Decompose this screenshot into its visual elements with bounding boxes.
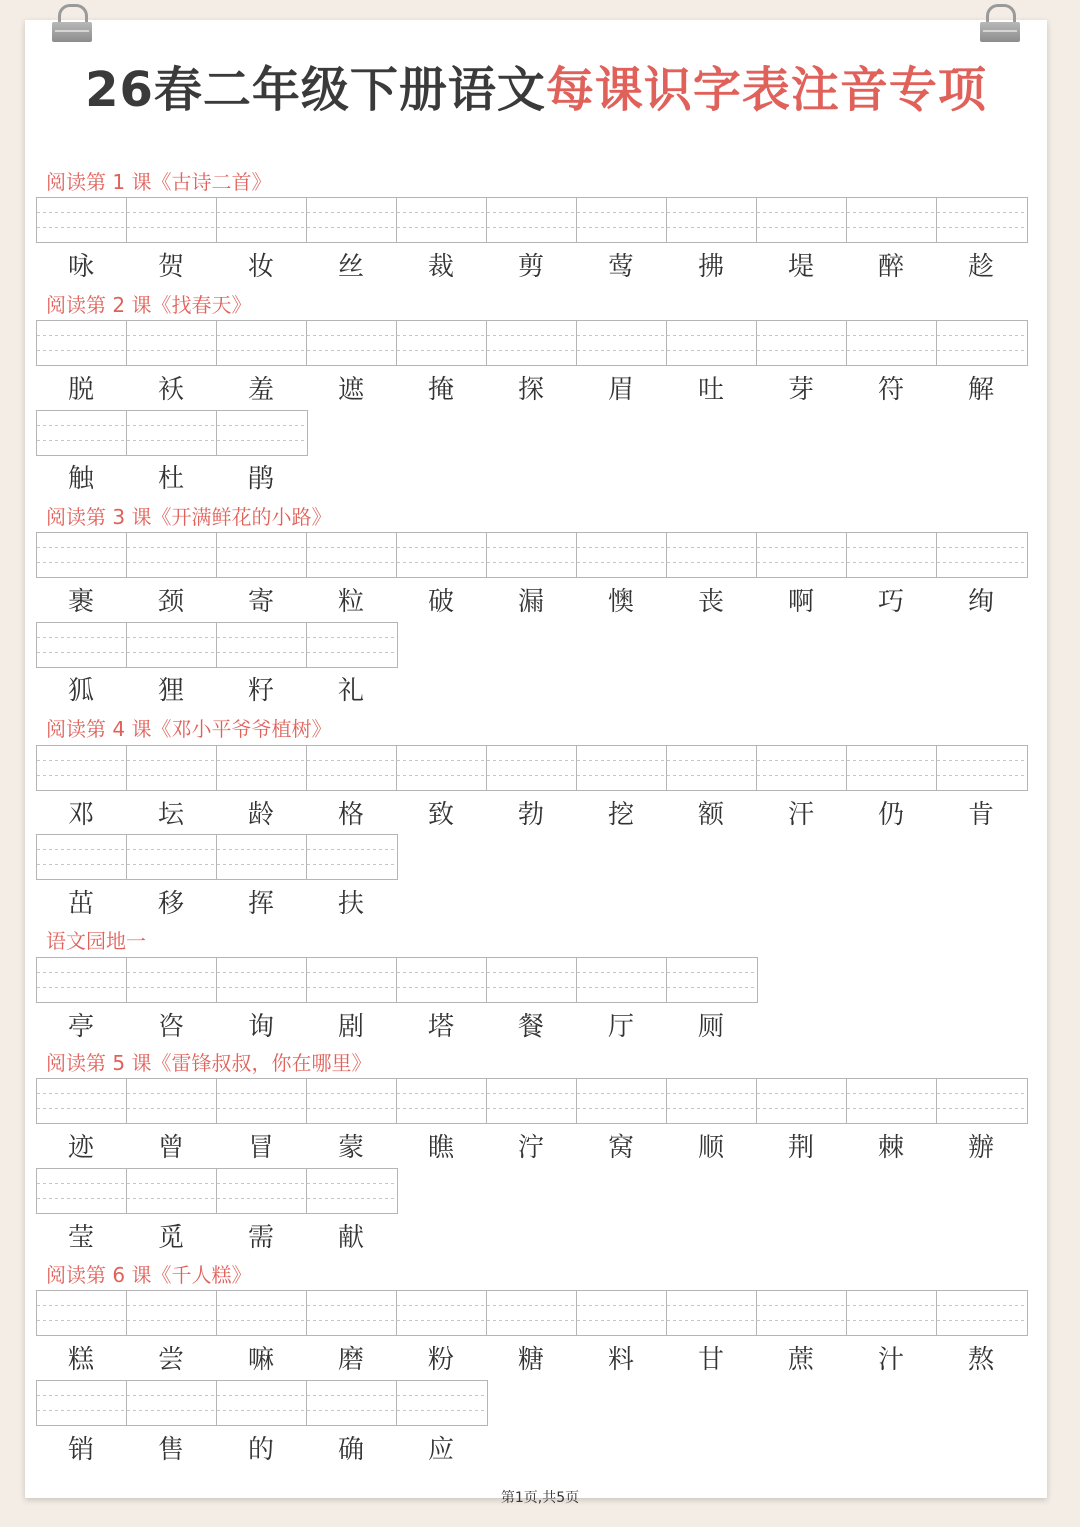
pinyin-write-box[interactable]: [487, 1079, 577, 1123]
pinyin-grid-row: [36, 1290, 1028, 1336]
pinyin-write-box[interactable]: [307, 835, 397, 879]
character-row: [36, 673, 396, 709]
pinyin-write-box[interactable]: [217, 1381, 307, 1425]
character-row: [36, 797, 1026, 833]
hanzi-character: 糕: [67, 1345, 94, 1375]
hanzi-character: 裁: [427, 252, 454, 282]
hanzi-character: 啊: [787, 587, 814, 617]
pinyin-write-box[interactable]: [577, 746, 667, 790]
pinyin-write-box[interactable]: [667, 321, 757, 365]
pinyin-write-box[interactable]: [307, 533, 397, 577]
hanzi-character: 茁: [67, 889, 94, 919]
character-row: [36, 1342, 1026, 1378]
pinyin-write-box[interactable]: [397, 1381, 487, 1425]
hanzi-character: 丝: [337, 252, 364, 282]
hanzi-character: 探: [517, 375, 544, 405]
binder-clip-icon: [980, 4, 1020, 42]
hanzi-character: 格: [337, 800, 364, 830]
hanzi-character: 料: [607, 1345, 634, 1375]
pinyin-write-box[interactable]: [667, 533, 757, 577]
pinyin-write-box[interactable]: [577, 321, 667, 365]
hanzi-character: 懊: [607, 587, 634, 617]
pinyin-grid-row: [36, 622, 398, 668]
pinyin-write-box[interactable]: [127, 835, 217, 879]
pinyin-write-box[interactable]: [487, 533, 577, 577]
pinyin-write-box[interactable]: [217, 1291, 307, 1335]
pinyin-write-box[interactable]: [37, 198, 127, 242]
section-heading: 语文园地一: [46, 929, 146, 953]
pinyin-write-box[interactable]: [847, 321, 937, 365]
pinyin-write-box[interactable]: [937, 198, 1027, 242]
hanzi-character: 籽: [247, 676, 274, 706]
hanzi-character: 礼: [337, 676, 364, 706]
pinyin-grid-row: [36, 532, 1028, 578]
pinyin-write-box[interactable]: [217, 958, 307, 1002]
pinyin-write-box[interactable]: [937, 746, 1027, 790]
hanzi-character: 趁: [967, 252, 994, 282]
hanzi-character: 辦: [967, 1133, 994, 1163]
hanzi-character: 眉: [607, 375, 634, 405]
section-heading: 阅读第 6 课《千人糕》: [46, 1263, 252, 1287]
hanzi-character: 甘: [697, 1345, 724, 1375]
pinyin-grid-row: [36, 320, 1028, 366]
hanzi-character: 询: [247, 1012, 274, 1042]
pinyin-write-box[interactable]: [757, 1079, 847, 1123]
pinyin-write-box[interactable]: [127, 746, 217, 790]
pinyin-write-box[interactable]: [37, 1169, 127, 1213]
hanzi-character: 棘: [877, 1133, 904, 1163]
pinyin-write-box[interactable]: [397, 533, 487, 577]
pinyin-write-box[interactable]: [217, 321, 307, 365]
hanzi-character: 漏: [517, 587, 544, 617]
hanzi-character: 挖: [607, 800, 634, 830]
hanzi-character: 觅: [157, 1223, 184, 1253]
pinyin-write-box[interactable]: [307, 1169, 397, 1213]
pinyin-write-box[interactable]: [847, 746, 937, 790]
hanzi-character: 剧: [337, 1012, 364, 1042]
hanzi-character: 掩: [427, 375, 454, 405]
hanzi-character: 吐: [697, 375, 724, 405]
hanzi-character: 粉: [427, 1345, 454, 1375]
hanzi-character: 迹: [67, 1133, 94, 1163]
hanzi-character: 献: [337, 1223, 364, 1253]
pinyin-write-box[interactable]: [937, 533, 1027, 577]
hanzi-character: 汁: [877, 1345, 904, 1375]
character-row: [36, 249, 1026, 285]
pinyin-write-box[interactable]: [577, 533, 667, 577]
hanzi-character: 粒: [337, 587, 364, 617]
hanzi-character: 芽: [787, 375, 814, 405]
pinyin-write-box[interactable]: [217, 411, 307, 455]
hanzi-character: 冒: [247, 1133, 274, 1163]
pinyin-write-box[interactable]: [847, 198, 937, 242]
hanzi-character: 确: [337, 1435, 364, 1465]
hanzi-character: 厅: [607, 1012, 634, 1042]
pinyin-write-box[interactable]: [397, 321, 487, 365]
pinyin-write-box[interactable]: [397, 198, 487, 242]
pinyin-write-box[interactable]: [127, 1079, 217, 1123]
pinyin-write-box[interactable]: [127, 1291, 217, 1335]
pinyin-write-box[interactable]: [37, 1291, 127, 1335]
character-row: [36, 372, 1026, 408]
hanzi-character: 汗: [787, 800, 814, 830]
pinyin-write-box[interactable]: [307, 623, 397, 667]
hanzi-character: 绚: [967, 587, 994, 617]
pinyin-grid-row: [36, 1078, 1028, 1124]
hanzi-character: 挥: [247, 889, 274, 919]
pinyin-write-box[interactable]: [487, 1291, 577, 1335]
pinyin-write-box[interactable]: [487, 746, 577, 790]
pinyin-write-box[interactable]: [397, 958, 487, 1002]
character-row: [36, 584, 1026, 620]
hanzi-character: 熬: [967, 1345, 994, 1375]
pinyin-write-box[interactable]: [37, 746, 127, 790]
pinyin-write-box[interactable]: [487, 321, 577, 365]
pinyin-write-box[interactable]: [37, 623, 127, 667]
hanzi-character: 袄: [157, 375, 184, 405]
pinyin-write-box[interactable]: [37, 835, 127, 879]
pinyin-grid-row: [36, 834, 398, 880]
hanzi-character: 贺: [157, 252, 184, 282]
section-heading: 阅读第 3 课《开满鲜花的小路》: [46, 505, 332, 529]
pinyin-write-box[interactable]: [217, 533, 307, 577]
section-heading: 阅读第 4 课《邓小平爷爷植树》: [46, 717, 332, 741]
pinyin-write-box[interactable]: [217, 1169, 307, 1213]
pinyin-write-box[interactable]: [217, 1079, 307, 1123]
character-row: [36, 1130, 1026, 1166]
pinyin-write-box[interactable]: [937, 1291, 1027, 1335]
character-row: [36, 461, 306, 497]
title-main: 26春二年级下册语文: [85, 62, 546, 118]
hanzi-character: 蔗: [787, 1345, 814, 1375]
hanzi-character: 寄: [247, 587, 274, 617]
pinyin-write-box[interactable]: [217, 835, 307, 879]
hanzi-character: 醉: [877, 252, 904, 282]
pinyin-grid-row: [36, 410, 308, 456]
pinyin-write-box[interactable]: [487, 198, 577, 242]
pinyin-write-box[interactable]: [307, 1079, 397, 1123]
hanzi-character: 糖: [517, 1345, 544, 1375]
hanzi-character: 蒙: [337, 1133, 364, 1163]
pinyin-write-box[interactable]: [127, 533, 217, 577]
hanzi-character: 破: [427, 587, 454, 617]
hanzi-character: 触: [67, 464, 94, 494]
page-title: [25, 58, 1047, 122]
hanzi-character: 邓: [67, 800, 94, 830]
pinyin-write-box[interactable]: [127, 1381, 217, 1425]
hanzi-character: 勃: [517, 800, 544, 830]
hanzi-character: 咨: [157, 1012, 184, 1042]
section-heading: 阅读第 1 课《古诗二首》: [46, 170, 272, 194]
pinyin-write-box[interactable]: [307, 321, 397, 365]
pinyin-grid-row: [36, 957, 758, 1003]
pinyin-write-box[interactable]: [667, 958, 757, 1002]
pinyin-grid-row: [36, 745, 1028, 791]
hanzi-character: 颈: [157, 587, 184, 617]
hanzi-character: 餐: [517, 1012, 544, 1042]
hanzi-character: 应: [427, 1435, 454, 1465]
pinyin-write-box[interactable]: [847, 1291, 937, 1335]
hanzi-character: 莺: [607, 252, 634, 282]
hanzi-character: 顺: [697, 1133, 724, 1163]
hanzi-character: 狐: [67, 676, 94, 706]
section-heading: 阅读第 2 课《找春天》: [46, 293, 252, 317]
pinyin-write-box[interactable]: [37, 1381, 127, 1425]
pinyin-write-box[interactable]: [37, 411, 127, 455]
pinyin-write-box[interactable]: [757, 1291, 847, 1335]
pinyin-write-box[interactable]: [127, 958, 217, 1002]
hanzi-character: 狸: [157, 676, 184, 706]
pinyin-write-box[interactable]: [757, 746, 847, 790]
hanzi-character: 额: [697, 800, 724, 830]
hanzi-character: 移: [157, 889, 184, 919]
pinyin-write-box[interactable]: [757, 533, 847, 577]
pinyin-write-box[interactable]: [667, 1079, 757, 1123]
hanzi-character: 丧: [697, 587, 724, 617]
hanzi-character: 羞: [247, 375, 274, 405]
pinyin-write-box[interactable]: [307, 746, 397, 790]
hanzi-character: 需: [247, 1223, 274, 1253]
title-highlight: 每课识字表注音专项: [545, 62, 987, 118]
pinyin-write-box[interactable]: [757, 321, 847, 365]
hanzi-character: 销: [67, 1435, 94, 1465]
pinyin-write-box[interactable]: [937, 1079, 1027, 1123]
hanzi-character: 剪: [517, 252, 544, 282]
hanzi-character: 坛: [157, 800, 184, 830]
hanzi-character: 拂: [697, 252, 724, 282]
pinyin-write-box[interactable]: [667, 198, 757, 242]
hanzi-character: 厕: [697, 1012, 724, 1042]
hanzi-character: 的: [247, 1435, 274, 1465]
hanzi-character: 遮: [337, 375, 364, 405]
hanzi-character: 莹: [67, 1223, 94, 1253]
character-row: [36, 1220, 396, 1256]
pinyin-write-box[interactable]: [127, 321, 217, 365]
hanzi-character: 致: [427, 800, 454, 830]
pinyin-write-box[interactable]: [307, 1291, 397, 1335]
hanzi-character: 曾: [157, 1133, 184, 1163]
pinyin-grid-row: [36, 197, 1028, 243]
pinyin-write-box[interactable]: [127, 1169, 217, 1213]
character-row: [36, 1432, 486, 1468]
hanzi-character: 妆: [247, 252, 274, 282]
pinyin-write-box[interactable]: [937, 321, 1027, 365]
pinyin-write-box[interactable]: [577, 1079, 667, 1123]
pinyin-write-box[interactable]: [217, 746, 307, 790]
section-heading: 阅读第 5 课《雷锋叔叔，你在哪里》: [46, 1051, 372, 1075]
pinyin-write-box[interactable]: [577, 198, 667, 242]
hanzi-character: 售: [157, 1435, 184, 1465]
hanzi-character: 仍: [877, 800, 904, 830]
hanzi-character: 瞧: [427, 1133, 454, 1163]
pinyin-grid-row: [36, 1380, 488, 1426]
hanzi-character: 荆: [787, 1133, 814, 1163]
character-row: [36, 886, 396, 922]
pinyin-write-box[interactable]: [37, 1079, 127, 1123]
hanzi-character: 磨: [337, 1345, 364, 1375]
binder-clip-icon: [52, 4, 92, 42]
pinyin-write-box[interactable]: [127, 623, 217, 667]
hanzi-character: 亭: [67, 1012, 94, 1042]
hanzi-character: 裹: [67, 587, 94, 617]
hanzi-character: 塔: [427, 1012, 454, 1042]
pinyin-write-box[interactable]: [37, 321, 127, 365]
pinyin-write-box[interactable]: [397, 1291, 487, 1335]
pinyin-write-box[interactable]: [307, 958, 397, 1002]
hanzi-character: 龄: [247, 800, 274, 830]
character-row: [36, 1009, 756, 1045]
hanzi-character: 扶: [337, 889, 364, 919]
hanzi-character: 咏: [67, 252, 94, 282]
hanzi-character: 泞: [517, 1133, 544, 1163]
pinyin-write-box[interactable]: [127, 411, 217, 455]
hanzi-character: 窝: [607, 1133, 634, 1163]
hanzi-character: 巧: [877, 587, 904, 617]
hanzi-character: 堤: [787, 252, 814, 282]
pinyin-write-box[interactable]: [577, 1291, 667, 1335]
pinyin-write-box[interactable]: [37, 958, 127, 1002]
hanzi-character: 脱: [67, 375, 94, 405]
pinyin-write-box[interactable]: [307, 1381, 397, 1425]
pinyin-write-box[interactable]: [667, 746, 757, 790]
pinyin-write-box[interactable]: [307, 198, 397, 242]
hanzi-character: 尝: [157, 1345, 184, 1375]
hanzi-character: 嘛: [247, 1345, 274, 1375]
pinyin-write-box[interactable]: [37, 533, 127, 577]
pinyin-write-box[interactable]: [397, 1079, 487, 1123]
hanzi-character: 杜: [157, 464, 184, 494]
pinyin-grid-row: [36, 1168, 398, 1214]
pinyin-write-box[interactable]: [397, 746, 487, 790]
pinyin-write-box[interactable]: [847, 1079, 937, 1123]
hanzi-character: 符: [877, 375, 904, 405]
hanzi-character: 鹃: [247, 464, 274, 494]
hanzi-character: 肯: [967, 800, 994, 830]
pinyin-write-box[interactable]: [217, 623, 307, 667]
pinyin-write-box[interactable]: [757, 198, 847, 242]
pinyin-write-box[interactable]: [127, 198, 217, 242]
pinyin-write-box[interactable]: [847, 533, 937, 577]
page-footer: 第1页,共5页: [500, 1490, 580, 1506]
pinyin-write-box[interactable]: [487, 958, 577, 1002]
hanzi-character: 解: [967, 375, 994, 405]
pinyin-write-box[interactable]: [577, 958, 667, 1002]
pinyin-write-box[interactable]: [667, 1291, 757, 1335]
pinyin-write-box[interactable]: [217, 198, 307, 242]
